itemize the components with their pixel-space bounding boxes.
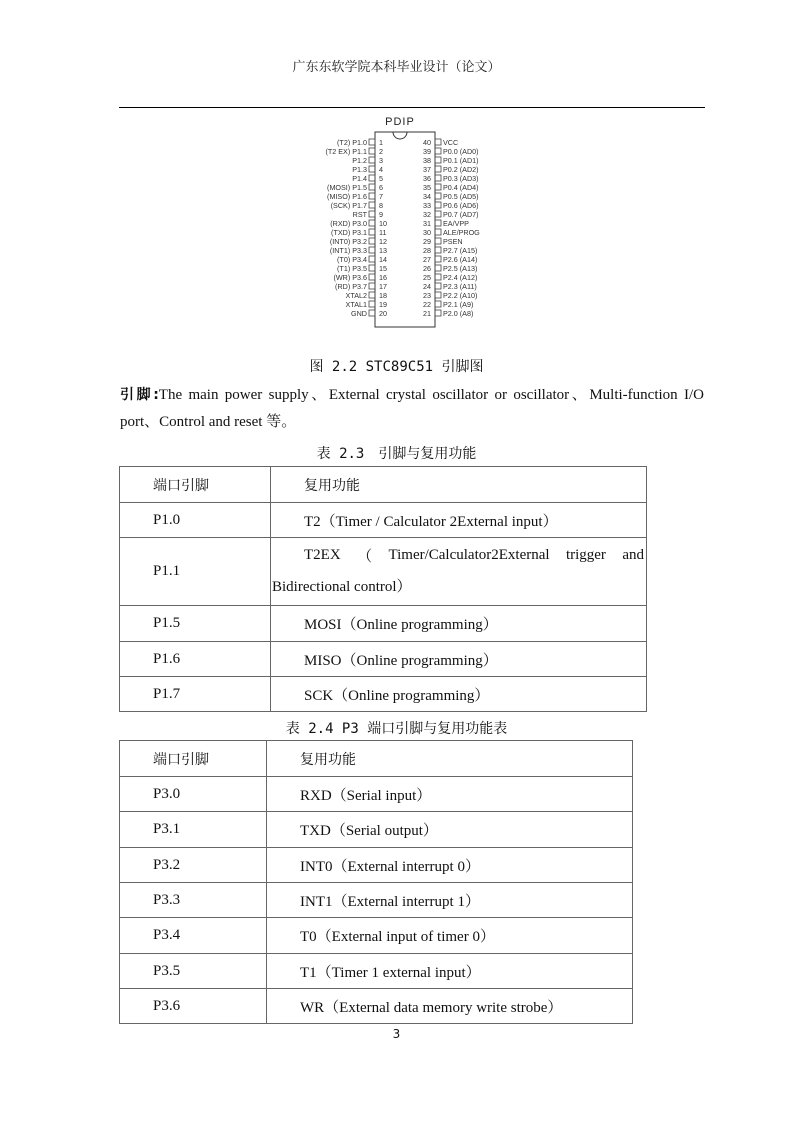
pin-number: 40 xyxy=(423,138,431,147)
pin-diagram-svg xyxy=(280,112,520,328)
pin-number: 23 xyxy=(423,291,431,300)
table-row xyxy=(120,989,633,1024)
pin-pad xyxy=(369,220,375,226)
pin-cell: P3.0 xyxy=(120,777,267,812)
pin-name: P1.3 xyxy=(352,165,367,174)
table-row xyxy=(120,918,633,954)
body-paragraph xyxy=(120,382,704,436)
pin-pad xyxy=(435,193,441,199)
pin-name: (SCK) P1.7 xyxy=(330,201,367,210)
right-pin xyxy=(423,309,473,318)
right-pin xyxy=(423,174,479,183)
pin-number: 31 xyxy=(423,219,431,228)
stc89c51-pin-diagram xyxy=(280,112,520,328)
pin-name: P0.0 (AD0) xyxy=(443,147,479,156)
left-pin xyxy=(330,246,387,255)
right-pin xyxy=(423,165,479,174)
right-pin xyxy=(423,255,477,264)
table-header-row xyxy=(120,467,647,503)
pin-number: 37 xyxy=(423,165,431,174)
left-pin xyxy=(337,255,387,264)
pin-pad xyxy=(435,265,441,271)
right-pin xyxy=(423,219,469,228)
left-pin xyxy=(337,138,383,147)
pin-cell: P1.1 xyxy=(120,538,271,606)
pin-name: P2.0 (A8) xyxy=(443,309,474,318)
right-pin xyxy=(423,237,463,246)
pin-name: (INT1) P3.3 xyxy=(329,246,367,255)
table-caption: 表 2.4 P3 端口引脚与复用功能表 xyxy=(285,721,508,737)
pin-cell: P1.0 xyxy=(120,503,271,538)
pin-name: P1.4 xyxy=(352,174,367,183)
function-word: T2EX xyxy=(304,547,341,563)
pin-number: 16 xyxy=(379,273,387,282)
pin-number: 8 xyxy=(379,201,383,210)
function-cell: WR（External data memory write strobe） xyxy=(267,989,633,1024)
pin-name: (T2) P1.0 xyxy=(337,138,367,147)
pin-pad xyxy=(435,166,441,172)
pin-number: 30 xyxy=(423,228,431,237)
pin-pad xyxy=(369,283,375,289)
table-row xyxy=(120,883,633,918)
pin-name: (TXD) P3.1 xyxy=(331,228,367,237)
pin-number: 5 xyxy=(379,174,383,183)
function-word: （ xyxy=(357,549,373,565)
header-cell-pin: 端口引脚 xyxy=(120,741,267,777)
pin-number: 32 xyxy=(423,210,431,219)
table-row xyxy=(120,677,647,712)
table-row xyxy=(120,503,647,538)
table-row xyxy=(120,538,647,606)
right-pin xyxy=(423,246,477,255)
pin-name: P0.6 (AD6) xyxy=(443,201,479,210)
table-caption: 表 2.3 引脚与复用功能 xyxy=(316,446,477,462)
right-pin xyxy=(423,300,473,309)
chip-notch xyxy=(393,132,407,139)
pin-pad xyxy=(435,202,441,208)
left-pin xyxy=(325,147,383,156)
pin-number: 21 xyxy=(423,309,431,318)
paragraph-text: The main power supply、External crystal oscillator or oscillator、Multi-function I/O port、Control and reset 等。 xyxy=(120,387,704,430)
header-cell-function: 复用功能 xyxy=(267,741,633,777)
pin-number: 19 xyxy=(379,300,387,309)
right-pin xyxy=(423,291,477,300)
left-pin xyxy=(337,264,387,273)
function-word: Timer/Calculator2External xyxy=(388,547,550,563)
pin-pad xyxy=(369,256,375,262)
pin-pad xyxy=(369,229,375,235)
pin-pad xyxy=(369,157,375,163)
pin-number: 14 xyxy=(379,255,387,264)
pin-number: 15 xyxy=(379,264,387,273)
left-pin xyxy=(330,219,387,228)
pin-pad xyxy=(369,274,375,280)
p3-port-function-table xyxy=(119,740,633,1024)
pin-number: 6 xyxy=(379,183,383,192)
pin-number: 7 xyxy=(379,192,383,201)
function-cell xyxy=(271,538,647,606)
pin-pad xyxy=(435,301,441,307)
pin-function-table xyxy=(119,466,647,712)
function-line xyxy=(271,539,646,573)
pin-pad xyxy=(435,283,441,289)
table-row xyxy=(120,812,633,848)
pin-cell: P3.3 xyxy=(120,883,267,918)
pin-name: P2.2 (A10) xyxy=(443,291,478,300)
left-pin xyxy=(346,300,387,309)
left-pin xyxy=(330,237,387,246)
pin-name: VCC xyxy=(443,138,459,147)
pin-number: 12 xyxy=(379,237,387,246)
pin-number: 35 xyxy=(423,183,431,192)
pin-name: P0.5 (AD5) xyxy=(443,192,479,201)
pin-pad xyxy=(435,157,441,163)
pin-number: 38 xyxy=(423,156,431,165)
right-pin xyxy=(423,273,477,282)
pin-name: PSEN xyxy=(443,237,463,246)
left-pin xyxy=(352,174,383,183)
pin-cell: P3.1 xyxy=(120,812,267,848)
pin-pad xyxy=(369,310,375,316)
pin-name: P2.5 (A13) xyxy=(443,264,478,273)
figure-caption: 图 2.2 STC89C51 引脚图 xyxy=(309,359,484,375)
pin-name: P0.7 (AD7) xyxy=(443,210,479,219)
function-word: and xyxy=(622,547,644,563)
pin-name: (WR) P3.6 xyxy=(333,273,367,282)
table-row xyxy=(120,777,633,812)
pin-number: 18 xyxy=(379,291,387,300)
header-cell-function: 复用功能 xyxy=(271,467,647,503)
left-pin xyxy=(351,309,387,318)
pin-pad xyxy=(369,265,375,271)
pin-number: 25 xyxy=(423,273,431,282)
pin-name: (INT0) P3.2 xyxy=(329,237,367,246)
pin-name: P2.7 (A15) xyxy=(443,246,478,255)
pin-cell: P3.2 xyxy=(120,848,267,883)
pin-pad xyxy=(369,166,375,172)
pin-name: (T1) P3.5 xyxy=(337,264,367,273)
left-pin xyxy=(353,210,383,219)
pin-pad xyxy=(369,301,375,307)
pin-number: 9 xyxy=(379,210,383,219)
pin-name: P2.1 (A9) xyxy=(443,300,474,309)
pin-number: 3 xyxy=(379,156,383,165)
right-pin xyxy=(423,282,477,291)
pin-name: P2.6 (A14) xyxy=(443,255,478,264)
pin-number: 34 xyxy=(423,192,431,201)
right-pin xyxy=(423,183,479,192)
pin-name: (MOSI) P1.5 xyxy=(327,183,367,192)
pin-name: RST xyxy=(352,210,367,219)
pin-pad xyxy=(435,175,441,181)
page-number: 3 xyxy=(392,1027,401,1041)
left-pin xyxy=(333,273,387,282)
pin-pad xyxy=(369,238,375,244)
pin-name: P2.3 (A11) xyxy=(443,282,477,291)
pin-number: 13 xyxy=(379,246,387,255)
left-pin xyxy=(331,228,386,237)
function-cell: MISO（Online programming） xyxy=(271,642,647,677)
pin-name: P0.4 (AD4) xyxy=(443,183,479,192)
function-cell: SCK（Online programming） xyxy=(271,677,647,712)
pin-number: 11 xyxy=(379,228,387,237)
pin-number: 36 xyxy=(423,174,431,183)
pin-cell: P3.4 xyxy=(120,918,267,954)
pin-pad xyxy=(435,310,441,316)
function-cell: INT1（External interrupt 1） xyxy=(267,883,633,918)
function-cell: RXD（Serial input） xyxy=(267,777,633,812)
pin-cell: P1.7 xyxy=(120,677,271,712)
pin-number: 29 xyxy=(423,237,431,246)
pin-number: 2 xyxy=(379,147,383,156)
table-header-row xyxy=(120,741,633,777)
header-cell-pin: 端口引脚 xyxy=(120,467,271,503)
pin-pad xyxy=(369,211,375,217)
pin-pad xyxy=(369,247,375,253)
pin-name: (T0) P3.4 xyxy=(337,255,367,264)
function-line: Bidirectional control） xyxy=(272,578,412,595)
paragraph-label: 引脚: xyxy=(120,387,159,403)
pin-number: 20 xyxy=(379,309,387,318)
pin-name: (RD) P3.7 xyxy=(335,282,367,291)
pin-number: 4 xyxy=(379,165,383,174)
pin-pad xyxy=(435,148,441,154)
right-pin xyxy=(423,228,480,237)
function-cell: INT0（External interrupt 0） xyxy=(267,848,633,883)
pin-name: (T2 EX) P1.1 xyxy=(325,147,367,156)
pin-pad xyxy=(435,238,441,244)
left-pin-group xyxy=(325,138,387,318)
page-header: 广东东软学院本科毕业设计（论文） xyxy=(292,60,501,75)
pin-number: 24 xyxy=(423,282,431,291)
package-label: PDIP xyxy=(385,116,415,128)
pin-pad xyxy=(435,274,441,280)
pin-number: 26 xyxy=(423,264,431,273)
pin-cell: P1.6 xyxy=(120,642,271,677)
pin-name: XTAL2 xyxy=(345,291,367,300)
function-cell: MOSI（Online programming） xyxy=(271,606,647,642)
pin-cell: P3.5 xyxy=(120,954,267,989)
pin-pad xyxy=(435,256,441,262)
pin-cell: P3.6 xyxy=(120,989,267,1024)
pin-name: EA/VPP xyxy=(443,219,469,228)
pin-number: 27 xyxy=(423,255,431,264)
right-pin xyxy=(423,138,458,147)
pin-pad xyxy=(369,175,375,181)
right-pin-group xyxy=(423,138,480,318)
pin-number: 1 xyxy=(379,138,383,147)
pin-number: 22 xyxy=(423,300,431,309)
pin-number: 33 xyxy=(423,201,431,210)
pin-pad xyxy=(369,148,375,154)
pin-pad xyxy=(435,139,441,145)
function-cell: T1（Timer 1 external input） xyxy=(267,954,633,989)
table-row xyxy=(120,606,647,642)
function-cell: TXD（Serial output） xyxy=(267,812,633,848)
function-word: trigger xyxy=(565,547,606,563)
pin-name: P0.1 (AD1) xyxy=(443,156,479,165)
pin-number: 39 xyxy=(423,147,431,156)
pin-pad xyxy=(435,247,441,253)
pin-pad xyxy=(435,184,441,190)
pin-name: P1.2 xyxy=(352,156,367,165)
pin-pad xyxy=(435,211,441,217)
pin-name: (MISO) P1.6 xyxy=(327,192,367,201)
pin-name: P0.3 (AD3) xyxy=(443,174,479,183)
right-pin xyxy=(423,147,479,156)
pin-pad xyxy=(369,184,375,190)
pin-name: GND xyxy=(351,309,367,318)
right-pin xyxy=(423,201,479,210)
pin-name: (RXD) P3.0 xyxy=(330,219,367,228)
right-pin xyxy=(423,156,479,165)
pin-pad xyxy=(369,202,375,208)
pin-number: 17 xyxy=(379,282,387,291)
right-pin xyxy=(423,192,479,201)
right-pin xyxy=(423,264,477,273)
table-row xyxy=(120,848,633,883)
pin-number: 28 xyxy=(423,246,431,255)
pin-pad xyxy=(435,229,441,235)
right-pin xyxy=(423,210,479,219)
left-pin xyxy=(352,156,383,165)
table-row xyxy=(120,954,633,989)
table-row xyxy=(120,642,647,677)
left-pin xyxy=(335,282,387,291)
pin-pad xyxy=(369,193,375,199)
pin-name: P2.4 (A12) xyxy=(443,273,478,282)
pin-name: XTAL1 xyxy=(345,300,367,309)
pin-pad xyxy=(435,220,441,226)
pin-cell: P1.5 xyxy=(120,606,271,642)
function-cell: T0（External input of timer 0） xyxy=(267,918,633,954)
pin-pad xyxy=(369,139,375,145)
pin-name: ALE/PROG xyxy=(443,228,480,237)
pin-pad xyxy=(435,292,441,298)
pin-name: P0.2 (AD2) xyxy=(443,165,479,174)
pin-pad xyxy=(369,292,375,298)
left-pin xyxy=(352,165,383,174)
function-cell: T2（Timer / Calculator 2External input） xyxy=(271,503,647,538)
header-divider xyxy=(119,107,705,108)
pin-number: 10 xyxy=(379,219,387,228)
left-pin xyxy=(346,291,387,300)
